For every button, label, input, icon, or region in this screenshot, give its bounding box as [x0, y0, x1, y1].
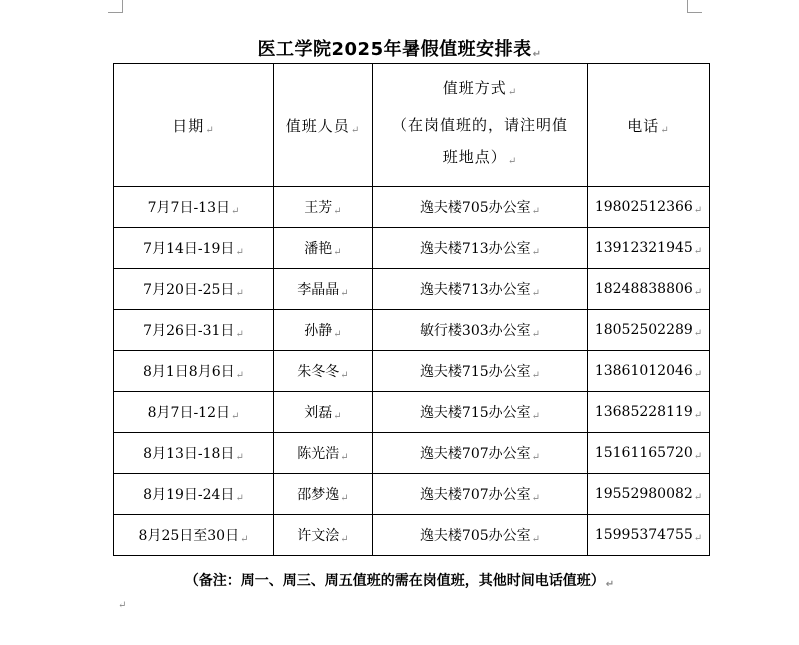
footnote-text: （备注：周一、周三、周五值班的需在岗值班，其他时间电话值班）	[184, 573, 605, 589]
cell-date: 7月20日-25日↵	[114, 269, 274, 310]
cell-person: 陈光浩↵	[274, 433, 373, 474]
cell-date: 7月14日-19日↵	[114, 228, 274, 269]
table-row	[114, 474, 710, 515]
table-row	[114, 228, 710, 269]
cell-date: 7月26日-31日↵	[114, 310, 274, 351]
page-corner-mark-right	[687, 0, 702, 13]
cell-person: 朱冬冬↵	[274, 351, 373, 392]
cell-phone: 13912321945↵	[588, 228, 710, 269]
header-method-line2: （在岗值班的，请注明值	[391, 116, 568, 134]
cell-person: 刘磊↵	[274, 392, 373, 433]
cell-location: 逸夫楼705办公室↵	[373, 187, 588, 228]
duty-schedule-table	[113, 63, 710, 556]
page-corner-mark-left	[108, 0, 123, 13]
cell-phone: 13685228119↵	[588, 392, 710, 433]
cell-location: 逸夫楼715办公室↵	[373, 392, 588, 433]
header-date: 日期↵	[114, 64, 274, 187]
table-row	[114, 351, 710, 392]
cell-person: 潘艳↵	[274, 228, 373, 269]
cell-date: 8月7日-12日↵	[114, 392, 274, 433]
document-title-text: 医工学院2025年暑假值班安排表	[257, 39, 532, 60]
cell-location: 敏行楼303办公室↵	[373, 310, 588, 351]
cell-person: 许文浍↵	[274, 515, 373, 556]
footnote-remark	[0, 570, 799, 590]
paragraph-mark: ↵	[605, 579, 615, 590]
cell-date: 7月7日-13日↵	[114, 187, 274, 228]
cell-location: 逸夫楼705办公室↵	[373, 515, 588, 556]
header-method-line1: 值班方式↵	[442, 79, 518, 98]
table-row	[114, 187, 710, 228]
cell-date: 8月1日8月6日↵	[114, 351, 274, 392]
cell-location: 逸夫楼707办公室↵	[373, 433, 588, 474]
cell-person: 王芳↵	[274, 187, 373, 228]
table-row	[114, 392, 710, 433]
cell-location: 逸夫楼713办公室↵	[373, 269, 588, 310]
table-row	[114, 310, 710, 351]
header-person: 值班人员↵	[274, 64, 373, 187]
cell-person: 邵梦逸↵	[274, 474, 373, 515]
empty-paragraph-mark: ↵	[118, 600, 127, 611]
header-method-line3: 班地点）↵	[442, 148, 518, 167]
cell-date: 8月19日-24日↵	[114, 474, 274, 515]
cell-phone: 15995374755↵	[588, 515, 710, 556]
cell-phone: 19802512366↵	[588, 187, 710, 228]
table-row	[114, 269, 710, 310]
cell-phone: 18052502289↵	[588, 310, 710, 351]
paragraph-mark: ↵	[532, 49, 542, 60]
cell-location: 逸夫楼713办公室↵	[373, 228, 588, 269]
cell-date: 8月25日至30日↵	[114, 515, 274, 556]
cell-phone: 13861012046↵	[588, 351, 710, 392]
cell-person: 孙静↵	[274, 310, 373, 351]
header-phone: 电话↵	[588, 64, 710, 187]
header-method	[373, 64, 588, 187]
cell-phone: 19552980082↵	[588, 474, 710, 515]
document-title	[0, 35, 799, 61]
table-row	[114, 515, 710, 556]
cell-location: 逸夫楼707办公室↵	[373, 474, 588, 515]
cell-phone: 15161165720↵	[588, 433, 710, 474]
cell-person: 李晶晶↵	[274, 269, 373, 310]
cell-date: 8月13日-18日↵	[114, 433, 274, 474]
cell-phone: 18248838806↵	[588, 269, 710, 310]
cell-location: 逸夫楼715办公室↵	[373, 351, 588, 392]
table-row	[114, 433, 710, 474]
table-header-row	[114, 64, 710, 187]
